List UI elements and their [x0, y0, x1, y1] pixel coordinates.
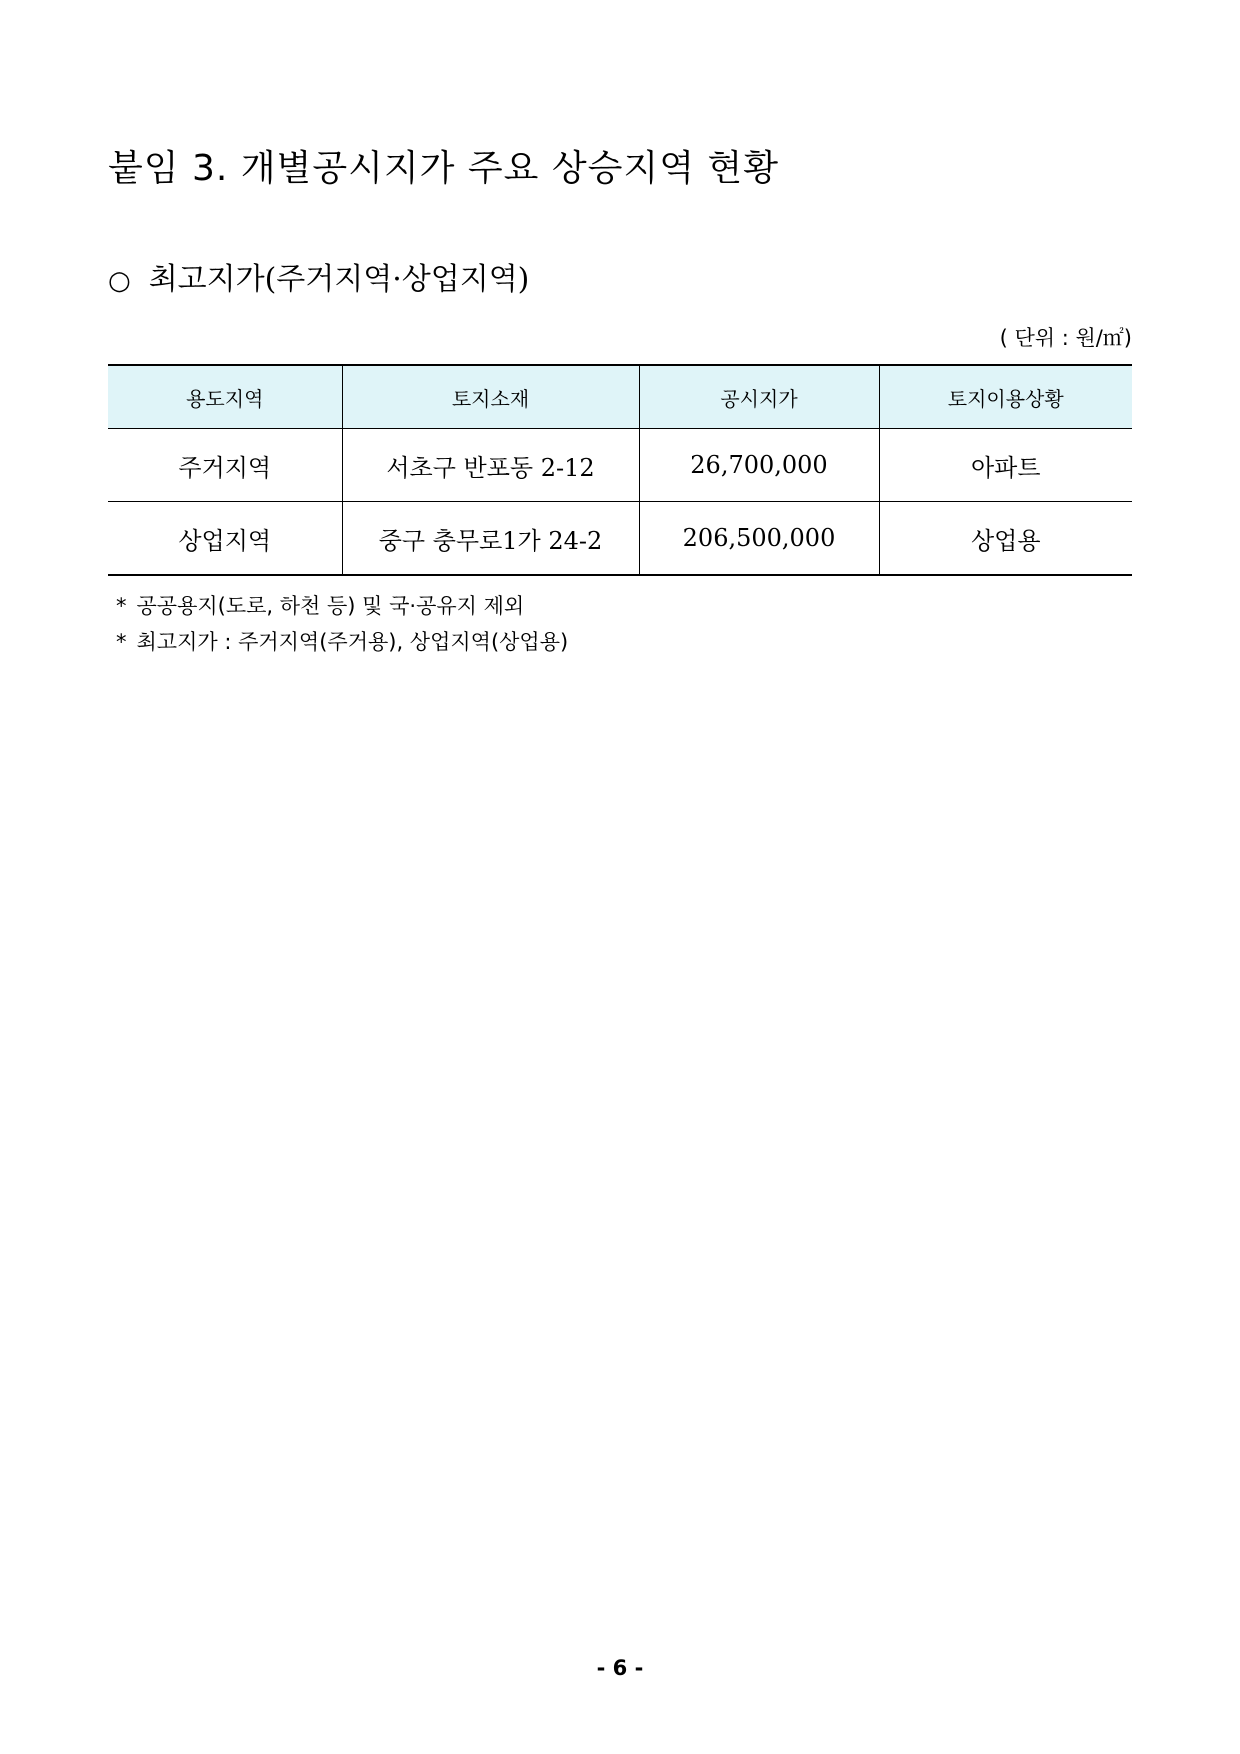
table-row: [108, 502, 1132, 576]
header-land-use: 토지이용상황: [879, 365, 1132, 429]
cell-price: 26,700,000: [639, 429, 879, 502]
page-number: - 6 -: [596, 1656, 644, 1680]
note-text: 공공용지(도로, 하천 등) 및 국·공유지 제외: [136, 594, 525, 618]
cell-land-use: 상업용: [879, 502, 1132, 576]
note-item: [116, 624, 568, 660]
table-header-row: [108, 365, 1132, 429]
cell-zone: 주거지역: [108, 429, 342, 502]
cell-price: 206,500,000: [639, 502, 879, 576]
asterisk-marker: *: [116, 594, 127, 618]
header-zone: 용도지역: [108, 365, 342, 429]
document-title: 붙임 3. 개별공시지가 주요 상승지역 현황: [108, 148, 779, 189]
table-row: [108, 429, 1132, 502]
header-location: 토지소재: [342, 365, 639, 429]
cell-location: 서초구 반포동 2-12: [342, 429, 639, 502]
cell-zone: 상업지역: [108, 502, 342, 576]
header-price: 공시지가: [639, 365, 879, 429]
circle-bullet-icon: ○: [108, 266, 131, 296]
section-heading-text: 최고지가(주거지역·상업지역): [148, 262, 530, 297]
note-item: [116, 588, 568, 624]
unit-label: ( 단위 : 원/㎡): [999, 326, 1132, 350]
asterisk-marker: *: [116, 630, 127, 654]
section-heading: [108, 254, 529, 298]
land-price-table: [108, 364, 1132, 576]
notes: [116, 588, 568, 660]
note-text: 최고지가 : 주거지역(주거용), 상업지역(상업용): [136, 630, 569, 654]
cell-land-use: 아파트: [879, 429, 1132, 502]
cell-location: 중구 충무로1가 24-2: [342, 502, 639, 576]
